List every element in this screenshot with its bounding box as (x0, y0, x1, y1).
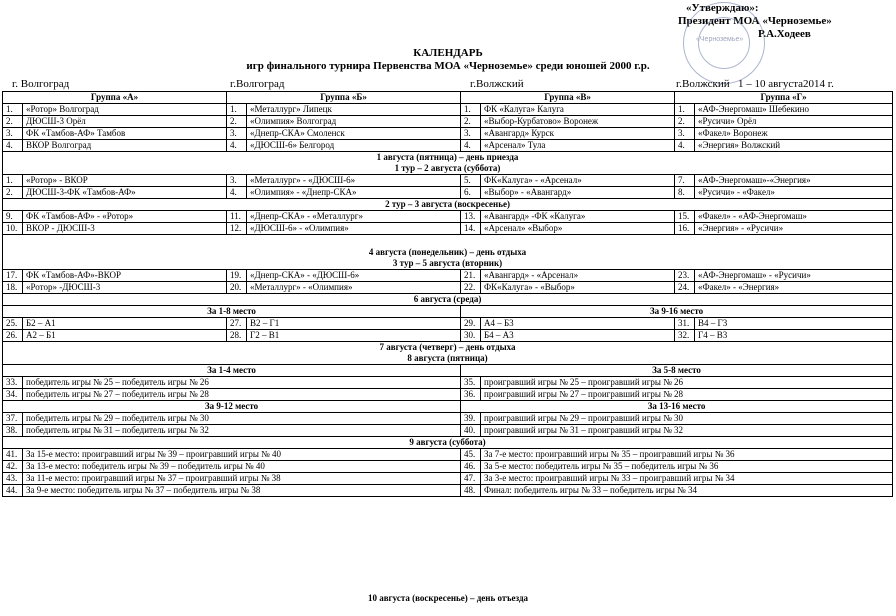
match-cell: «Олимпия» Волгоград (247, 116, 461, 128)
match-number: 3. (227, 175, 247, 187)
section-header: За 9-16 место (461, 306, 893, 318)
match-cell: «Выбор» - «Авангард» (481, 187, 675, 199)
table-row (3, 211, 893, 223)
match-cell: Б4 – А3 (481, 330, 675, 342)
match-cell: «Энергия» - «Русичи» (695, 223, 893, 235)
match-number: 3. (461, 128, 481, 140)
match-number: 1. (461, 104, 481, 116)
match-number: 7. (675, 175, 695, 187)
match-cell: «Выбор-Курбатово» Воронеж (481, 116, 675, 128)
match-cell: ФК «Калуга» Калуга (481, 104, 675, 116)
match-cell: ДЮСШ-3 Орёл (23, 116, 227, 128)
match-number: 37. (3, 413, 23, 425)
match-number: 2. (227, 116, 247, 128)
match-number: 26. (3, 330, 23, 342)
table-row (3, 175, 893, 187)
table-row (3, 318, 893, 330)
match-number: 34. (3, 389, 23, 401)
match-cell: «ДЮСШ-6» Белгород (247, 140, 461, 152)
match-number: 4. (227, 187, 247, 199)
match-cell: «Ротор» - ВКОР (23, 175, 227, 187)
match-cell: «Энергия» Волжский (695, 140, 893, 152)
match-cell: «Днепр-СКА» - «ДЮСШ-6» (247, 270, 461, 282)
match-cell: Б2 – А1 (23, 318, 227, 330)
section-header: За 9-12 место (3, 401, 461, 413)
city-label: г. Волгоград (12, 78, 70, 90)
match-number: 15. (675, 211, 695, 223)
cities-row (0, 78, 896, 90)
match-cell: В2 – Г1 (247, 318, 461, 330)
match-number: 24. (675, 282, 695, 294)
match-cell: проигравший игры № 25 – проигравший игры № 26 (481, 377, 893, 389)
match-cell: ВКОР - ДЮСШ-3 (23, 223, 227, 235)
match-cell: «Ротор» Волгоград (23, 104, 227, 116)
match-number: 1. (227, 104, 247, 116)
match-number: 40. (461, 425, 481, 437)
table-row (3, 306, 893, 318)
dates-label: 1 – 10 августа2014 г. (738, 78, 834, 90)
match-number: 25. (3, 318, 23, 330)
match-number: 2. (675, 116, 695, 128)
match-cell: «АФ-Энергомаш» Шебекино (695, 104, 893, 116)
match-number: 43. (3, 473, 23, 485)
match-cell: «Металлург» - «Олимпия» (247, 282, 461, 294)
match-number: 8. (675, 187, 695, 199)
match-cell: ФК«Калуга» - «Арсенал» (481, 175, 675, 187)
match-number: 42. (3, 461, 23, 473)
document-subtitle: игр финального турнира Первенства МОА «Черноземье» среди юношей 2000 г.р. (246, 60, 650, 72)
table-row (3, 294, 893, 306)
section-header: За 13-16 место (461, 401, 893, 413)
match-cell: За 3-е место: проигравший игры № 33 – проигравший игры № 34 (481, 473, 893, 485)
match-number: 1. (675, 104, 695, 116)
match-cell: За 9-е место: победитель игры № 37 – победитель игры № 38 (23, 485, 461, 497)
table-row (3, 389, 893, 401)
match-cell: «АФ-Энергомаш» - «Русичи» (695, 270, 893, 282)
match-number: 4. (675, 140, 695, 152)
match-number: 44. (3, 485, 23, 497)
match-cell: «Авангард» - «Арсенал» (481, 270, 675, 282)
match-number: 28. (227, 330, 247, 342)
match-number: 20. (227, 282, 247, 294)
match-cell: А4 – Б3 (481, 318, 675, 330)
match-cell: Г2 – В1 (247, 330, 461, 342)
match-cell: За 11-е место: проигравший игры № 37 – проигравший игры № 38 (23, 473, 461, 485)
tour-header: 3 тур – 5 августа (вторник) (392, 258, 503, 268)
match-cell: А2 – Б1 (23, 330, 227, 342)
section-header: За 1-4 место (3, 365, 461, 377)
match-number: 17. (3, 270, 23, 282)
stamp-text: «Черноземье» (696, 36, 744, 43)
match-number: 48. (461, 485, 481, 497)
match-cell: «Олимпия» - «Днепр-СКА» (247, 187, 461, 199)
match-number: 32. (675, 330, 695, 342)
day-rest: 4 августа (понедельник) – день отдыха (368, 247, 527, 257)
tour-header: 1 тур – 2 августа (суббота) (394, 163, 501, 173)
city-label: г.Волжский (470, 78, 524, 90)
table-row (3, 152, 893, 175)
match-cell: «Авангард» -ФК «Калуга» (481, 211, 675, 223)
table-row (3, 461, 893, 473)
table-row (3, 199, 893, 211)
match-cell: «Металлург» Липецк (247, 104, 461, 116)
day-header: 6 августа (среда) (3, 294, 893, 306)
match-cell: проигравший игры № 27 – проигравший игры № 28 (481, 389, 893, 401)
table-row (3, 223, 893, 235)
approval-block (678, 2, 832, 41)
table-row (3, 116, 893, 128)
match-cell: «Факел» - «АФ-Энергомаш» (695, 211, 893, 223)
match-cell: проигравший игры № 29 – проигравший игры № 30 (481, 413, 893, 425)
city-label: г.Волгоград (230, 78, 285, 90)
match-cell: За 13-е место: победитель игры № 39 – победитель игры № 40 (23, 461, 461, 473)
table-row (3, 342, 893, 365)
day-rest: 7 августа (четверг) – день отдыха (379, 342, 516, 352)
table-row (3, 270, 893, 282)
table-row (3, 330, 893, 342)
match-cell: ФК«Калуга» - «Выбор» (481, 282, 675, 294)
match-number: 31. (675, 318, 695, 330)
match-number: 21. (461, 270, 481, 282)
match-number: 41. (3, 449, 23, 461)
match-cell: ВКОР Волгоград (23, 140, 227, 152)
day-header (3, 342, 893, 365)
match-cell: ФК «Тамбов-АФ» - «Ротор» (23, 211, 227, 223)
match-cell: В4 – Г3 (695, 318, 893, 330)
match-number: 3. (3, 128, 23, 140)
tour-header: 2 тур – 3 августа (воскресенье) (3, 199, 893, 211)
match-number: 2. (3, 187, 23, 199)
match-cell: «Русичи» - «Факел» (695, 187, 893, 199)
match-number: 2. (461, 116, 481, 128)
match-cell: Финал: победитель игры № 33 – победитель игры № 34 (481, 485, 893, 497)
match-cell: «Факел» - «Энергия» (695, 282, 893, 294)
match-number: 36. (461, 389, 481, 401)
match-cell: «Факел» Воронеж (695, 128, 893, 140)
match-cell: победитель игры № 25 – победитель игры № 26 (23, 377, 461, 389)
table-row (3, 401, 893, 413)
day-header (3, 235, 893, 270)
match-cell: «Днепр-СКА» Смоленск (247, 128, 461, 140)
match-cell: «Арсенал» «Выбор» (481, 223, 675, 235)
table-row (3, 92, 893, 104)
match-number: 35. (461, 377, 481, 389)
match-number: 3. (227, 128, 247, 140)
day-header (3, 152, 893, 175)
match-cell: За 15-е место: проигравший игры № 39 – проигравший игры № 40 (23, 449, 461, 461)
calendar-table (2, 91, 893, 497)
table-row (3, 104, 893, 116)
match-number: 6. (461, 187, 481, 199)
match-number: 16. (675, 223, 695, 235)
approval-line: Р.А.Ходеев (758, 28, 811, 40)
table-row (3, 365, 893, 377)
day-departure: 10 августа (воскресенье) – день отъезда (367, 593, 529, 603)
match-number: 4. (227, 140, 247, 152)
match-cell: проигравший игры № 31 – проигравший игры № 32 (481, 425, 893, 437)
match-cell: победитель игры № 31 – победитель игры № 32 (23, 425, 461, 437)
match-number: 27. (227, 318, 247, 330)
match-cell: За 5-е место: победитель игры № 35 – победитель игры № 36 (481, 461, 893, 473)
city-label: г.Волжский (676, 78, 730, 90)
section-header: За 1-8 место (3, 306, 461, 318)
day-arrival: 1 августа (пятница) – день приезда (376, 152, 519, 162)
group-header: Группа «А» (3, 92, 227, 104)
table-row (3, 473, 893, 485)
match-number: 46. (461, 461, 481, 473)
match-cell: победитель игры № 29 – победитель игры № 30 (23, 413, 461, 425)
match-cell: «Русичи» Орёл (695, 116, 893, 128)
match-number: 9. (3, 211, 23, 223)
table-row (3, 437, 893, 449)
match-cell: «ДЮСШ-6» - «Олимпия» (247, 223, 461, 235)
group-header: Группа «Г» (675, 92, 893, 104)
match-number: 39. (461, 413, 481, 425)
match-number: 38. (3, 425, 23, 437)
match-number: 4. (3, 140, 23, 152)
match-cell: «Ротор» -ДЮСШ-3 (23, 282, 227, 294)
match-cell: За 7-е место: проигравший игры № 35 – проигравший игры № 36 (481, 449, 893, 461)
table-row (3, 140, 893, 152)
match-number: 10. (3, 223, 23, 235)
match-cell: победитель игры № 27 – победитель игры № 28 (23, 389, 461, 401)
day-header: 8 августа (пятница) (407, 353, 488, 363)
match-cell: «Днепр-СКА» - «Металлург» (247, 211, 461, 223)
table-row (3, 485, 893, 497)
document-title: КАЛЕНДАРЬ (413, 47, 483, 59)
match-cell: «Арсенал» Тула (481, 140, 675, 152)
match-number: 5. (461, 175, 481, 187)
table-row (3, 377, 893, 389)
match-number: 22. (461, 282, 481, 294)
match-number: 18. (3, 282, 23, 294)
match-cell: ФК «Тамбов-АФ» Тамбов (23, 128, 227, 140)
match-number: 19. (227, 270, 247, 282)
match-cell: «АФ-Энергомаш»-«Энергия» (695, 175, 893, 187)
table-row (3, 413, 893, 425)
table-row (3, 128, 893, 140)
match-number: 47. (461, 473, 481, 485)
table-row (3, 425, 893, 437)
match-number: 1. (3, 104, 23, 116)
match-cell: «Металлург» - «ДЮСШ-6» (247, 175, 461, 187)
approval-line: «Утверждаю»: (686, 2, 759, 14)
match-number: 11. (227, 211, 247, 223)
match-number: 30. (461, 330, 481, 342)
match-number: 33. (3, 377, 23, 389)
match-number: 29. (461, 318, 481, 330)
match-number: 3. (675, 128, 695, 140)
match-number: 4. (461, 140, 481, 152)
match-number: 14. (461, 223, 481, 235)
table-row (3, 282, 893, 294)
match-number: 2. (3, 116, 23, 128)
match-cell: «Авангард» Курск (481, 128, 675, 140)
match-number: 23. (675, 270, 695, 282)
table-row (3, 235, 893, 270)
match-number: 45. (461, 449, 481, 461)
match-cell: Г4 – В3 (695, 330, 893, 342)
match-cell: ФК «Тамбов-АФ»-ВКОР (23, 270, 227, 282)
match-number: 1. (3, 175, 23, 187)
section-header: За 5-8 место (461, 365, 893, 377)
match-cell: ДЮСШ-3-ФК «Тамбов-АФ» (23, 187, 227, 199)
match-number: 13. (461, 211, 481, 223)
approval-line: Президент МОА «Черноземье» (678, 15, 832, 27)
match-number: 12. (227, 223, 247, 235)
table-row (3, 449, 893, 461)
group-header: Группа «В» (461, 92, 675, 104)
table-row (3, 187, 893, 199)
group-header: Группа «Б» (227, 92, 461, 104)
day-header: 9 августа (суббота) (3, 437, 893, 449)
